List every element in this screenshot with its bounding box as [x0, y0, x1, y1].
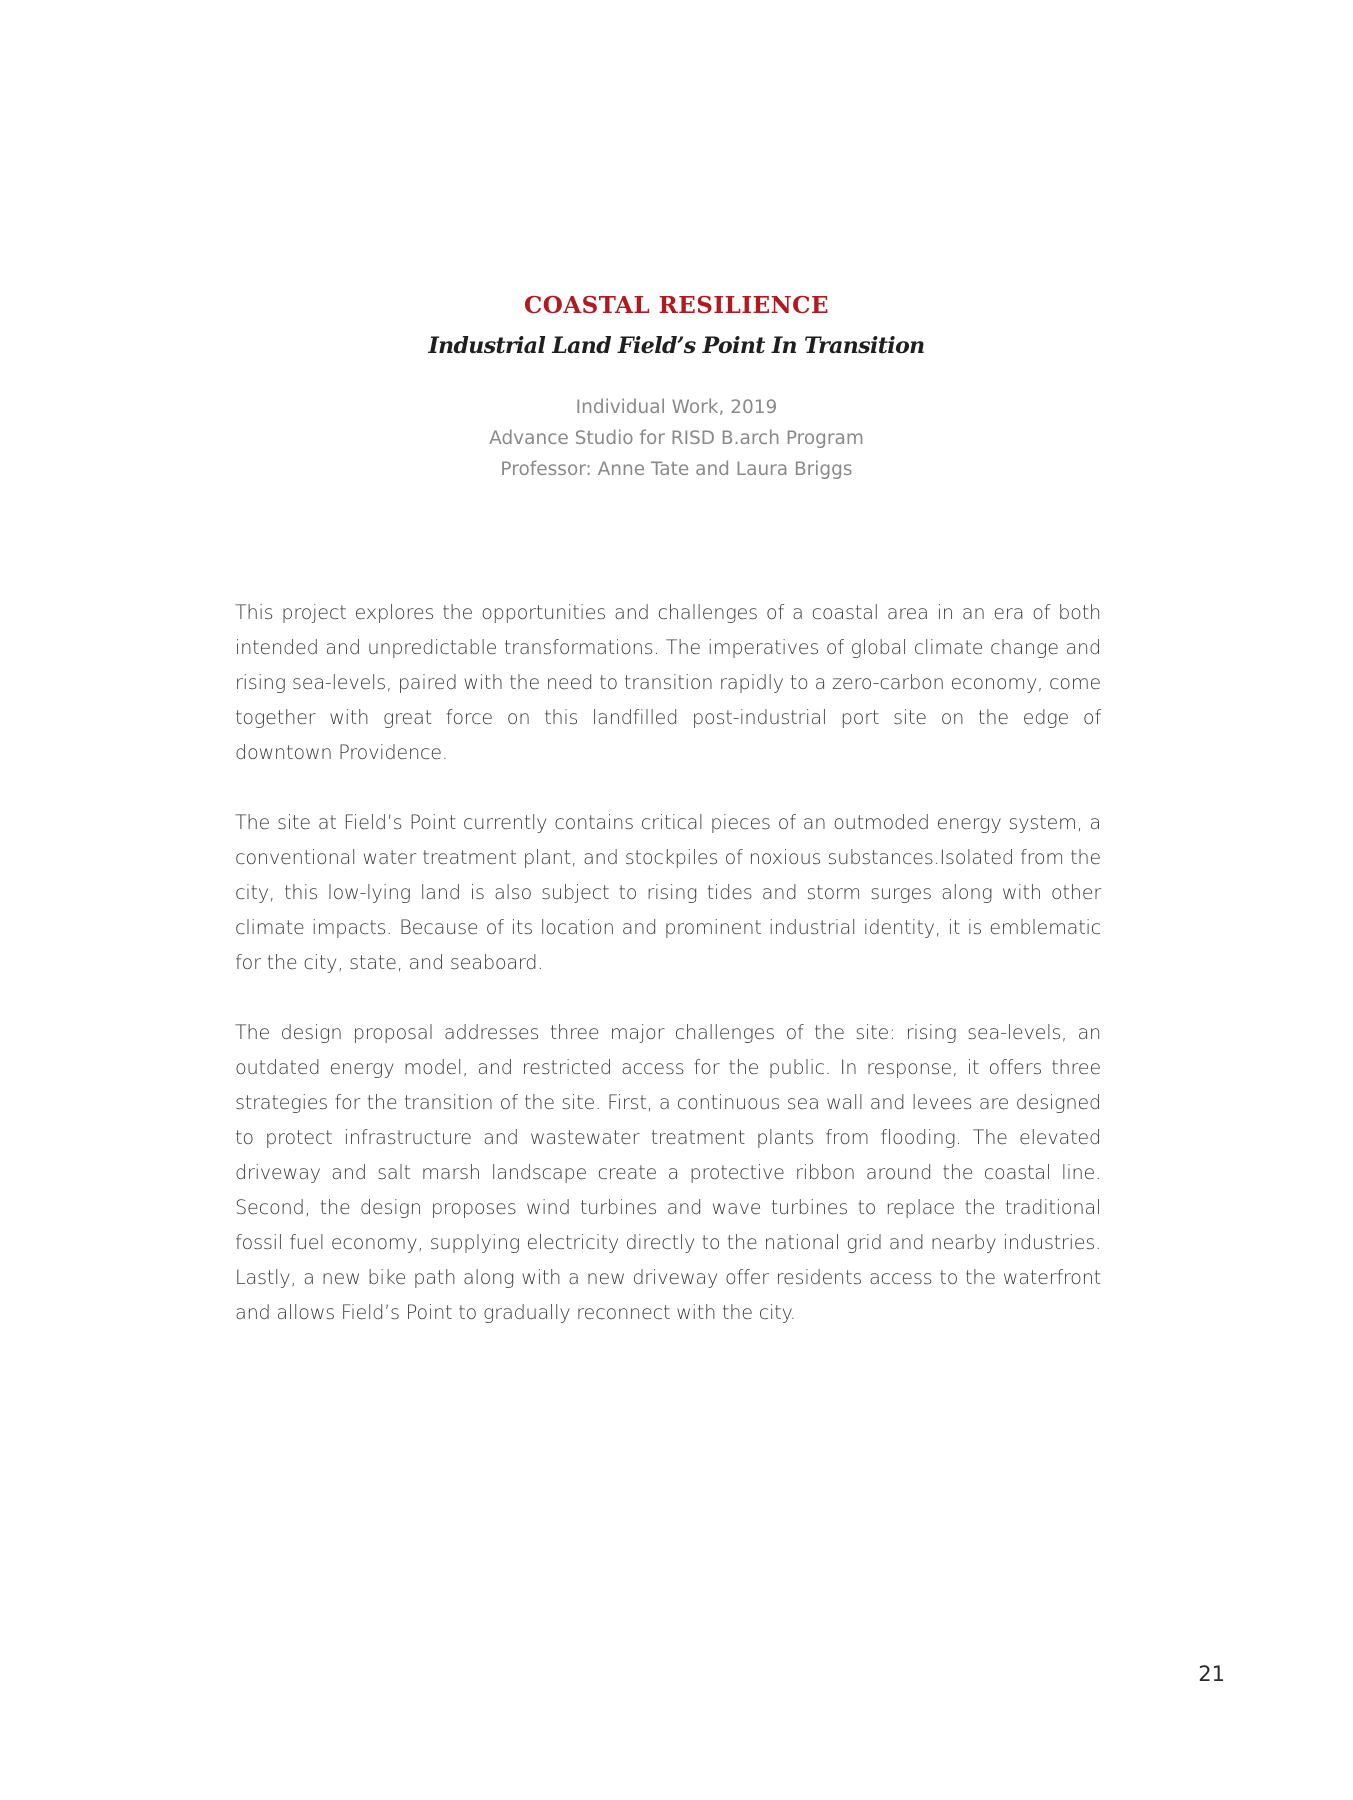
paragraph-design: The design proposal addresses three major challenges of the site: rising sea-levels, an outdated energy model, and restricted access for the public. In response, it offers three strategies for the transition of the site. First, a continuous sea wall and levees are designed to protect infrastructure and wastewater treatment plants from flooding. The elevated driveway and salt marsh landscape create a protective ribbon around the coastal line. Second, the design proposes wind turbines and wave turbines to replace the traditional fossil fuel economy, supplying electricity directly to the national grid and nearby industries. Lastly, a new bike path along with a new driveway offer residents access to the waterfront and allows Field’s Point to gradually reconnect with the city.	[235, 1021, 1101, 1324]
header-block	[0, 290, 1353, 485]
paragraph-site: The site at Field’s Point currently contains critical pieces of an outmoded energy system, a conventional water treatment plant, and stockpiles of noxious substances.Isolated from the city, this low-lying land is also subject to rising tides and storm surges along with other climate impacts. Because of its location and prominent industrial identity, it is emblematic for the city, state, and seaboard.	[235, 811, 1101, 974]
page-number: 21	[1198, 1662, 1225, 1686]
meta-line-work: Individual Work, 2019	[575, 397, 778, 418]
meta-line-professor: Professor: Anne Tate and Laura Briggs	[500, 459, 853, 480]
project-meta	[0, 392, 1353, 485]
project-title: COASTAL RESILIENCE	[523, 292, 829, 319]
paragraph-intro: This project explores the opportunities and challenges of a coastal area in an era of both intended and unpredictable transformations. The imperatives of global climate change and rising sea-levels, paired with the need to transition rapidly to a zero-carbon economy, come together with great force on this landfilled post-industrial port site on the edge of downtown Providence.	[235, 601, 1101, 764]
body-text	[235, 595, 1101, 1365]
project-subtitle: Industrial Land Field’s Point In Transition	[428, 333, 925, 359]
meta-line-studio: Advance Studio for RISD B.arch Program	[489, 428, 864, 449]
